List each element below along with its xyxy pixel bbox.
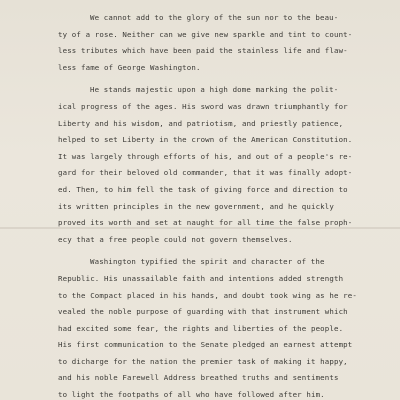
text-line: less tributes which have been paid the stainless life and flaw- bbox=[58, 46, 348, 56]
text-line: its written principles in the new government, and he quickly bbox=[58, 201, 334, 211]
text-line: to the Compact placed in his hands, and doubt took wing as he re- bbox=[58, 290, 357, 300]
text-line: It was largely through efforts of his, and out of a people's re- bbox=[58, 151, 353, 161]
typed-text-body bbox=[58, 10, 394, 400]
text-line: ecy that a free people could not govern themselves. bbox=[58, 234, 293, 244]
text-line: ty of a rose. Neither can we give new sparkle and tint to count- bbox=[58, 29, 353, 39]
text-line: ed. Then, to him fell the task of giving force and direction to bbox=[58, 184, 348, 194]
text-line: had excited some fear, the rights and liberties of the people. bbox=[58, 323, 344, 333]
text-line: helped to set Liberty in the crown of the American Constitution. bbox=[58, 135, 353, 145]
text-line: to light the footpaths of all who have followed after him. bbox=[58, 390, 325, 400]
text-line: less fame of George Washington. bbox=[58, 62, 201, 72]
text-line: Liberty and his wisdom, and patriotism, and priestly patience, bbox=[58, 118, 344, 128]
text-line: He stands majestic upon a high dome marking the polit- bbox=[90, 85, 339, 95]
text-line: and his noble Farewell Address breathed truths and sentiments bbox=[58, 373, 339, 383]
paragraph-2 bbox=[58, 82, 394, 248]
paragraph-1 bbox=[58, 10, 394, 76]
text-line: vealed the noble purpose of guarding with that instrument which bbox=[58, 307, 348, 317]
text-line: gard for their beloved old commander, that it was finally adopt- bbox=[58, 168, 353, 178]
text-line: We cannot add to the glory of the sun nor to the beau- bbox=[90, 13, 339, 22]
paragraph-3 bbox=[58, 254, 394, 400]
text-line: Washington typified the spirit and character of the bbox=[90, 257, 325, 267]
text-line: proved its worth and set at naught for all time the false proph- bbox=[58, 218, 353, 228]
text-line: His first communication to the Senate pledged an earnest attempt bbox=[58, 340, 353, 350]
text-line: Republic. His unassailable faith and intentions added strength bbox=[58, 273, 344, 283]
text-line: ical progress of the ages. His sword was drawn triumphantly for bbox=[58, 101, 348, 111]
text-line: to dicharge for the nation the premier task of making it happy, bbox=[58, 356, 348, 366]
